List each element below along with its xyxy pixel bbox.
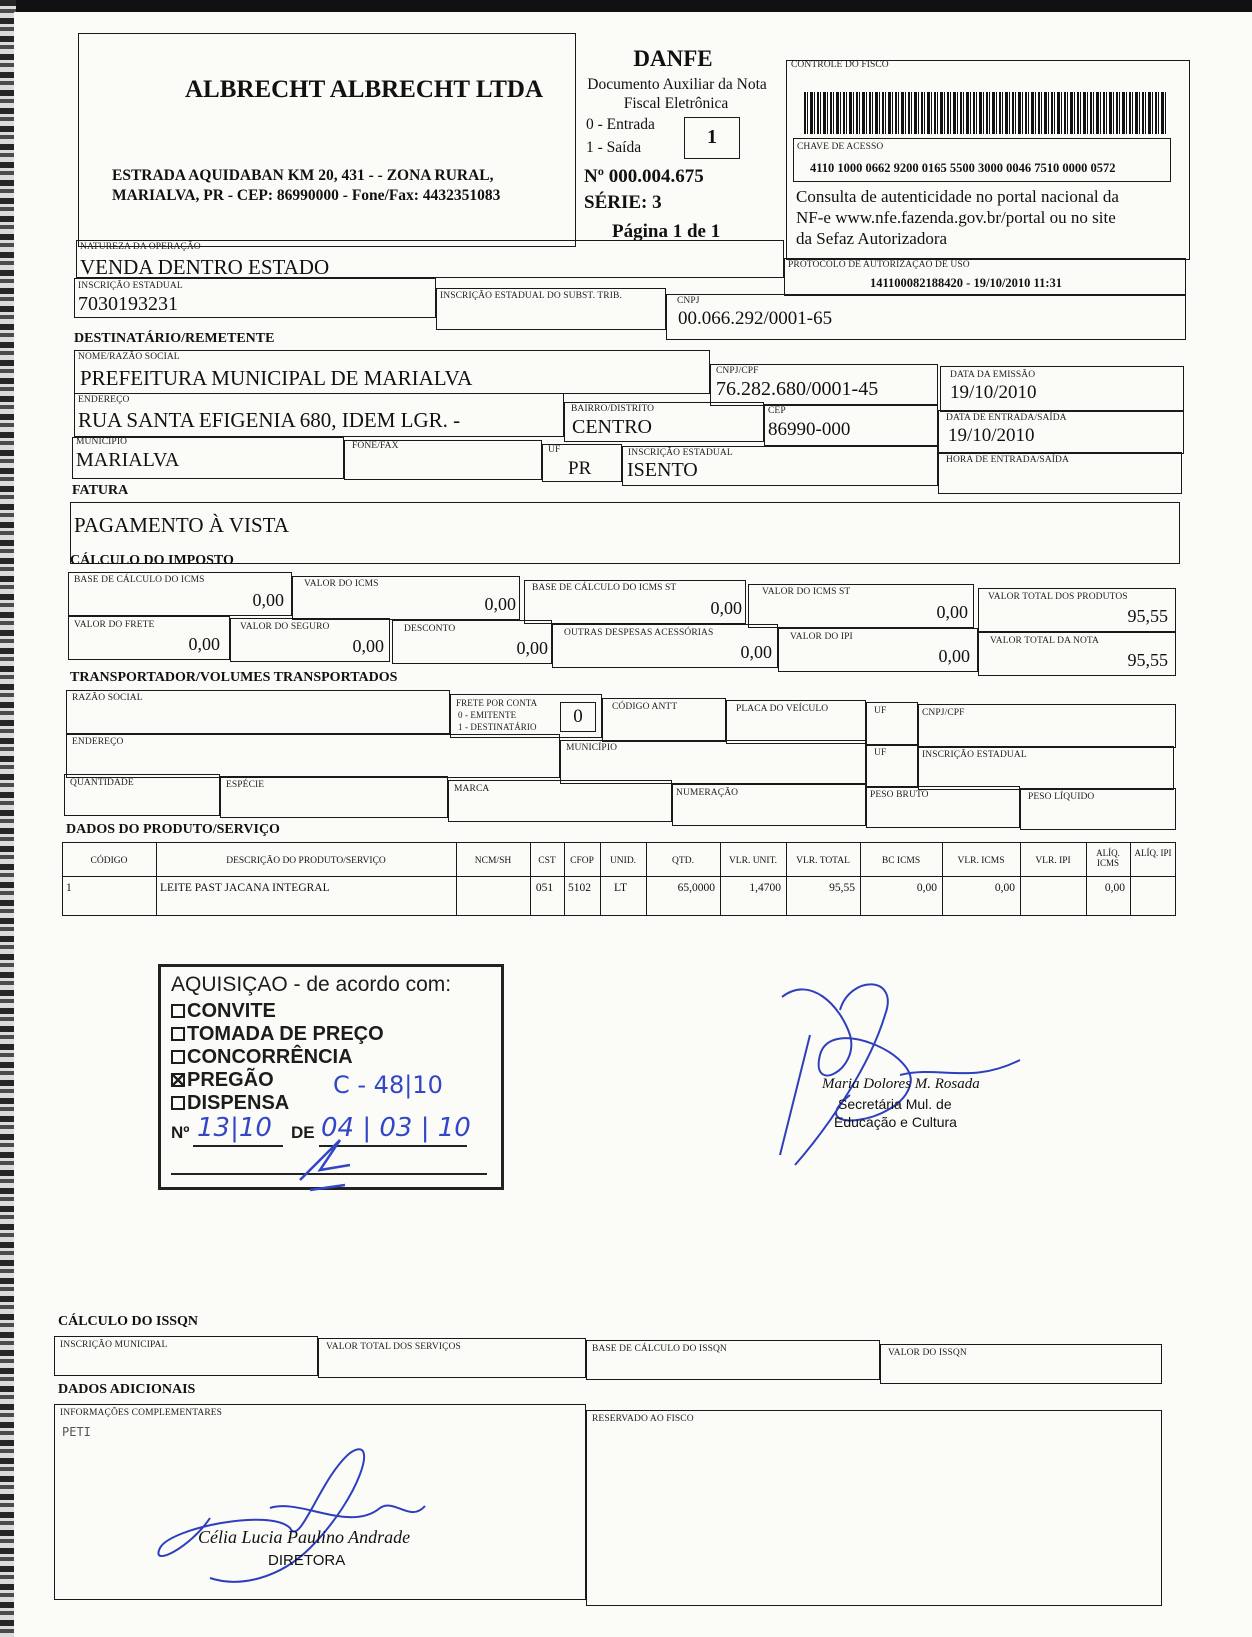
produtos-column-divider	[942, 842, 943, 916]
produtos-column-divider	[1020, 842, 1021, 916]
cell-codigo: 1	[66, 882, 72, 894]
header-aliq-ipi: ALÍQ. IPI	[1134, 848, 1172, 858]
stamp-opt-tomada: TOMADA DE PREÇO	[187, 1023, 384, 1045]
stamp-opt-convite: CONVITE	[187, 1000, 276, 1022]
dest-uf-label: UF	[548, 445, 561, 455]
stamp-hand-nr: 13|10	[197, 1113, 272, 1143]
danfe-entrada: 0 - Entrada	[586, 116, 655, 133]
issqn-base-label: BASE DE CÁLCULO DO ISSQN	[592, 1344, 727, 1354]
dest-emissao-value: 19/10/2010	[950, 382, 1037, 403]
danfe-numero: Nº 000.004.675	[584, 166, 704, 187]
header-vlr-total: VLR. TOTAL	[796, 856, 850, 866]
stamp-opt-pregao: PREGÃO	[187, 1069, 274, 1091]
total-nota-label: VALOR TOTAL DA NOTA	[990, 636, 1100, 646]
dest-cep-value: 86990-000	[768, 419, 851, 440]
transp-frete-opt1: 1 - DESTINATÁRIO	[458, 722, 537, 732]
ie-label: INSCRIÇÃO ESTADUAL	[78, 281, 183, 291]
header-vlr-unit: VLR. UNIT.	[728, 856, 778, 866]
chave-label: CHAVE DE ACESSO	[797, 142, 884, 152]
desconto-value: 0,00	[516, 638, 548, 658]
dest-uf-value: PR	[568, 458, 592, 479]
valor-icms-label: VALOR DO ICMS	[304, 579, 379, 589]
valor-icms-value: 0,00	[484, 594, 516, 614]
consulta-2: NF-e www.nfe.fazenda.gov.br/portal ou no site	[796, 208, 1116, 227]
dest-nome-label: NOME/RAZÃO SOCIAL	[78, 352, 180, 362]
signature-2-name: Célia Lucia Paulino Andrade	[198, 1527, 411, 1547]
total-produtos-value: 95,55	[1127, 606, 1168, 626]
cell-aliq-icms: 0,00	[1104, 882, 1125, 894]
transp-municipio-label: MUNICÍPIO	[566, 743, 618, 753]
cnpj-emit-value: 00.066.292/0001-65	[678, 308, 833, 329]
natureza-value: VENDA DENTRO ESTADO	[80, 255, 330, 279]
transporte-section: TRANSPORTADOR/VOLUMES TRANSPORTADOS	[70, 670, 398, 685]
transp-frete-value: 0	[573, 706, 583, 727]
header-descricao: DESCRIÇÃO DO PRODUTO/SERVIÇO	[226, 856, 386, 866]
transp-frete-label: FRETE POR CONTA	[456, 698, 538, 708]
stamp-opt-concorrencia: CONCORRÊNCIA	[187, 1046, 353, 1068]
signature-1-name: Maria Dolores M. Rosada	[822, 1076, 980, 1092]
produtos-column-divider	[456, 842, 457, 916]
base-st-label: BASE DE CÁLCULO DO ICMS ST	[532, 583, 677, 593]
danfe-subtitle-2: Fiscal Eletrônica	[623, 95, 729, 112]
transp-uf2-label: UF	[874, 748, 887, 758]
danfe-subtitle-1: Documento Auxiliar da Nota	[587, 76, 767, 93]
base-icms-value: 0,00	[252, 590, 284, 610]
dest-municipio-label: MUNICÍPIO	[76, 437, 128, 447]
natureza-label: NATUREZA DA OPERAÇÃO	[80, 242, 201, 252]
dest-endereco-label: ENDEREÇO	[78, 395, 130, 405]
produtos-column-divider	[786, 842, 787, 916]
cell-descricao: LEITE PAST JACANA INTEGRAL	[160, 882, 330, 894]
issqn-section: CÁLCULO DO ISSQN	[58, 1314, 199, 1329]
transp-placa-label: PLACA DO VEÍCULO	[736, 704, 829, 714]
dest-fone-label: FONE/FAX	[352, 441, 399, 451]
dest-endereco-value: RUA SANTA EFIGENIA 680, IDEM LGR. -	[78, 408, 461, 432]
imposto-section: CÁLCULO DO IMPOSTO	[70, 553, 234, 568]
frete-label: VALOR DO FRETE	[74, 620, 155, 630]
transp-antt-label: CÓDIGO ANTT	[612, 702, 678, 712]
signature-2-role: DIRETORA	[268, 1552, 346, 1569]
emitente-address-1: ESTRADA AQUIDABAN KM 20, 431 - - ZONA RURAL,	[112, 167, 494, 184]
transp-ie-label: INSCRIÇÃO ESTADUAL	[922, 750, 1027, 760]
danfe-saida: 1 - Saída	[586, 139, 642, 156]
dest-cnpj-value: 76.282.680/0001-45	[716, 378, 879, 400]
transp-peso-bruto-label: PESO BRUTO	[870, 790, 929, 800]
danfe-pagina: Página 1 de 1	[612, 221, 721, 242]
signature-1-role-2: Educação e Cultura	[834, 1114, 957, 1130]
checkbox-icon	[171, 1050, 185, 1064]
checkbox-icon	[171, 1004, 185, 1018]
produtos-column-divider	[530, 842, 531, 916]
protocolo-value: 141100082188420 - 19/10/2010 11:31	[870, 276, 1063, 290]
produtos-column-divider	[720, 842, 721, 916]
transp-razao-label: RAZÃO SOCIAL	[72, 693, 143, 703]
transp-numeracao-label: NUMERAÇÃO	[676, 788, 739, 798]
outras-value: 0,00	[740, 642, 772, 662]
header-bc-icms: BC ICMS	[881, 856, 921, 866]
dest-nome-value: PREFEITURA MUNICIPAL DE MARIALVA	[80, 366, 473, 390]
header-cfop: CFOP	[570, 856, 594, 866]
header-vlr-icms: VLR. ICMS	[957, 856, 1005, 866]
produtos-table	[62, 842, 1176, 916]
issqn-servicos-label: VALOR TOTAL DOS SERVIÇOS	[326, 1342, 461, 1352]
base-icms-label: BASE DE CÁLCULO DO ICMS	[74, 575, 205, 585]
tipo-value: 1	[707, 126, 717, 148]
protocolo-label: PROTOCOLO DE AUTORIZAÇÃO DE USO	[788, 260, 970, 270]
dest-entrada-value: 19/10/2010	[948, 425, 1035, 446]
desconto-label: DESCONTO	[404, 624, 456, 634]
checkbox-icon	[171, 1096, 185, 1110]
header-aliq-icms: ALÍQ. ICMS	[1096, 848, 1120, 868]
transp-frete-opt0: 0 - EMITENTE	[458, 710, 517, 720]
transp-cnpj-label: CNPJ/CPF	[922, 708, 965, 718]
produtos-column-divider	[156, 842, 157, 916]
transp-peso-liquido-label: PESO LÍQUIDO	[1028, 792, 1095, 802]
dest-ie-label: INSCRIÇÃO ESTADUAL	[628, 448, 733, 458]
danfe-serie: SÉRIE: 3	[584, 192, 662, 213]
ipi-label: VALOR DO IPI	[790, 632, 853, 642]
header-cst: CST	[538, 856, 556, 866]
stamp-hand-date: 04 | 03 | 10	[321, 1113, 471, 1143]
stamp-opt-dispensa: DISPENSA	[187, 1092, 290, 1114]
consulta-1: Consulta de autenticidade no portal nacional da	[796, 187, 1119, 206]
valor-st-label: VALOR DO ICMS ST	[762, 587, 851, 597]
consulta-3: da Sefaz Autorizadora	[796, 229, 948, 248]
transp-uf-label: UF	[874, 706, 887, 716]
info-value: PETI	[62, 1425, 91, 1439]
produtos-column-divider	[860, 842, 861, 916]
signature-1-scribble	[770, 975, 1030, 1170]
transp-marca-label: MARCA	[454, 784, 490, 794]
transp-quantidade-label: QUANTIDADE	[70, 778, 134, 788]
ie-value: 7030193231	[78, 293, 178, 315]
checked-checkbox-icon	[171, 1073, 185, 1087]
ipi-value: 0,00	[938, 646, 970, 666]
total-produtos-label: VALOR TOTAL DOS PRODUTOS	[988, 592, 1128, 602]
frete-value: 0,00	[188, 634, 220, 654]
transp-endereco-box	[66, 734, 560, 778]
produtos-column-divider	[646, 842, 647, 916]
cell-vlr-total: 95,55	[829, 882, 855, 894]
dest-emissao-label: DATA DA EMISSÃO	[950, 370, 1036, 380]
header-ncm: NCM/SH	[474, 856, 512, 866]
ie-st-label: INSCRIÇÃO ESTADUAL DO SUBST. TRIB.	[440, 291, 622, 301]
header-unid: UNID.	[609, 856, 637, 866]
cell-vlr-icms: 0,00	[994, 882, 1015, 894]
transp-endereco-label: ENDEREÇO	[72, 737, 124, 747]
chave-value: 4110 1000 0662 9200 0165 5500 3000 0046 7510 0000 0572	[810, 161, 1116, 175]
dest-ie-value: ISENTO	[627, 459, 698, 481]
seguro-value: 0,00	[352, 636, 384, 656]
outras-label: OUTRAS DESPESAS ACESSÓRIAS	[564, 628, 714, 638]
transp-especie-label: ESPÉCIE	[226, 780, 265, 790]
barcode	[804, 92, 1168, 134]
header-qtd: QTD.	[672, 856, 694, 866]
destinatario-section: DESTINATÁRIO/REMETENTE	[74, 331, 275, 346]
dest-cnpj-label: CNPJ/CPF	[716, 366, 759, 376]
controle-fisco-label: CONTROLE DO FISCO	[791, 60, 889, 70]
produtos-header-divider	[62, 876, 1176, 877]
cell-vlr-unit: 1,4700	[749, 882, 781, 894]
stamp-scribble	[290, 1120, 370, 1200]
stamp-title: AQUISIÇAO - de acordo com:	[171, 973, 452, 996]
cell-qtd: 65,0000	[677, 882, 715, 894]
info-label: INFORMAÇÕES COMPLEMENTARES	[60, 1408, 223, 1418]
dest-cep-label: CEP	[768, 406, 786, 416]
cell-cst: 051	[535, 882, 554, 894]
produtos-column-divider	[564, 842, 565, 916]
emitente-address-2: MARIALVA, PR - CEP: 86990000 - Fone/Fax: 4432351083	[112, 187, 501, 204]
danfe-title: DANFE	[633, 46, 713, 71]
dest-bairro-value: CENTRO	[572, 416, 652, 438]
issqn-im-label: INSCRIÇÃO MUNICIPAL	[60, 1340, 168, 1350]
cell-bc-icms: 0,00	[916, 882, 937, 894]
header-codigo: CÓDIGO	[90, 856, 128, 866]
valor-st-value: 0,00	[936, 602, 968, 622]
total-nota-value: 95,55	[1127, 650, 1168, 670]
fatura-value: PAGAMENTO À VISTA	[74, 513, 289, 537]
reservado-fisco-box	[586, 1410, 1162, 1606]
seguro-label: VALOR DO SEGURO	[240, 622, 330, 632]
dest-bairro-label: BAIRRO/DISTRITO	[571, 404, 655, 414]
stamp-de-label: DE	[291, 1123, 315, 1142]
stamp-nr-line	[193, 1145, 283, 1147]
issqn-valor-label: VALOR DO ISSQN	[888, 1348, 967, 1358]
cnpj-emit-label: CNPJ	[677, 296, 700, 306]
fatura-section: FATURA	[72, 483, 129, 498]
header-vlr-ipi: VLR. IPI	[1035, 856, 1071, 866]
emitente-box	[78, 33, 576, 247]
checkbox-icon	[171, 1027, 185, 1041]
adicionais-section: DADOS ADICIONAIS	[58, 1382, 196, 1397]
emitente-name: ALBRECHT ALBRECHT LTDA	[185, 76, 543, 103]
reservado-fisco-label: RESERVADO AO FISCO	[592, 1414, 694, 1424]
signature-1-role-1: Secretária Mul. de	[838, 1096, 952, 1112]
stamp-nr-label: Nº	[171, 1123, 190, 1142]
dest-hora-label: HORA DE ENTRADA/SAÍDA	[946, 455, 1069, 465]
stamp-hand-c: C - 48|10	[333, 1071, 443, 1099]
dest-municipio-value: MARIALVA	[76, 449, 180, 471]
produtos-column-divider	[600, 842, 601, 916]
base-st-value: 0,00	[710, 598, 742, 618]
dest-entrada-label: DATA DE ENTRADA/SAÍDA	[946, 413, 1067, 423]
cell-cfop: 5102	[568, 882, 591, 894]
produtos-section: DADOS DO PRODUTO/SERVIÇO	[66, 822, 280, 837]
cell-unid: LT	[614, 882, 627, 894]
